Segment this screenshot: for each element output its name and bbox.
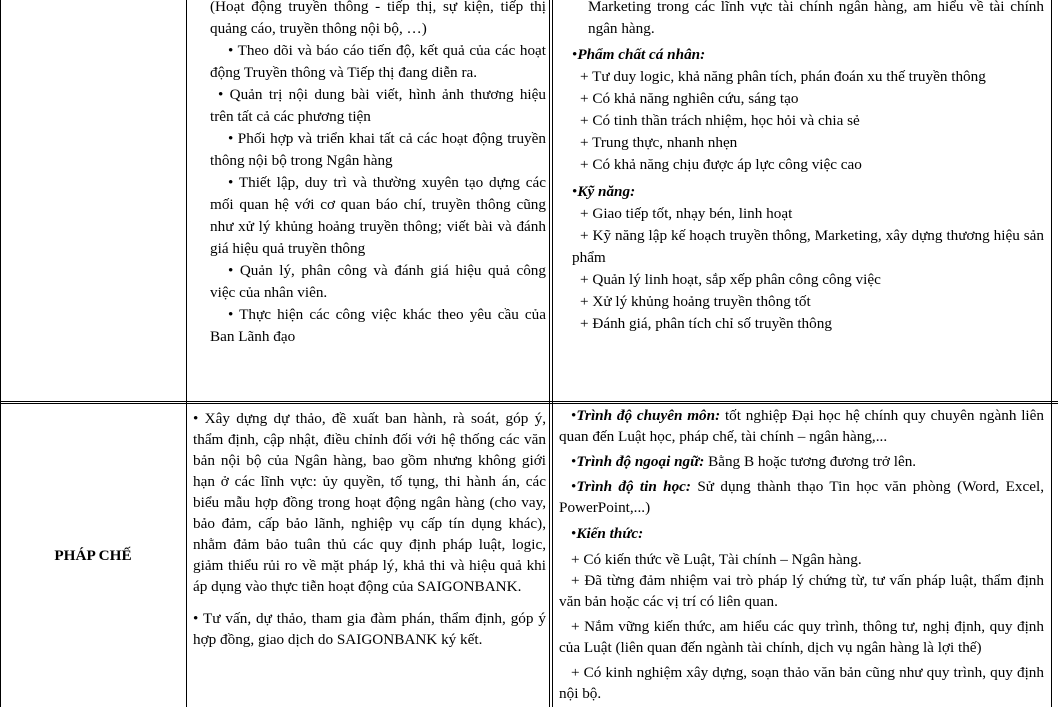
skill-item: + Xử lý khủng hoảng truyền thông tốt bbox=[580, 293, 811, 310]
legal-requirements-cell bbox=[559, 405, 1044, 704]
table-border-col2b bbox=[552, 0, 553, 707]
skills-heading: •Kỹ năng: bbox=[572, 183, 636, 200]
knowledge-heading: •Kiến thức: bbox=[571, 525, 644, 542]
personal-item: + Trung thực, nhanh nhẹn bbox=[580, 134, 738, 151]
education-label: Trình độ chuyên môn: bbox=[576, 407, 721, 424]
personal-item: + Có tinh thần trách nhiệm, học hỏi và chia sẻ bbox=[580, 112, 860, 129]
language-text: Bằng B hoặc tương đương trở lên. bbox=[704, 453, 917, 470]
table-row-divider-2 bbox=[0, 403, 1058, 404]
duty-item: • Tư vấn, dự thảo, tham gia đàm phán, thẩm định, góp ý hợp đồng, giao dịch do SAIGONBANK ký kết. bbox=[193, 610, 546, 648]
skill-item: + Kỹ năng lập kế hoạch truyền thông, Marketing, xây dựng thương hiệu sản phẩm bbox=[572, 227, 1044, 266]
department-name: PHÁP CHẾ bbox=[54, 547, 132, 564]
knowledge-item: + Có kiến thức về Luật, Tài chính – Ngân hàng. bbox=[571, 551, 862, 568]
personal-qualities-heading: •Phẩm chất cá nhân: bbox=[572, 46, 706, 63]
table-border-col2 bbox=[549, 0, 550, 707]
knowledge-item: + Có kinh nghiệm xây dựng, soạn thảo văn bản cũng như quy trình, quy định nội bộ. bbox=[559, 664, 1044, 702]
duty-item: • Quản trị nội dung bài viết, hình ảnh thương hiệu trên tất cả các phương tiện bbox=[210, 86, 546, 125]
top-requirements-cell bbox=[572, 0, 1044, 335]
personal-item: + Có khả năng chịu được áp lực công việc cao bbox=[580, 156, 862, 173]
duty-item: • Thiết lập, duy trì và thường xuyên tạo dựng các mối quan hệ với cơ quan báo chí, truyền thông cũng như xử lý khủng hoảng truyền thông; viết bài và đánh giá hiệu quả truyền thông bbox=[210, 174, 546, 257]
top-duties-cell bbox=[210, 0, 546, 348]
education-requirement: •Trình độ chuyên môn: tốt nghiệp Đại học hệ chính quy chuyên ngành liên quan đến Luật học, pháp chế, tài chính – ngân hàng,... bbox=[559, 407, 1044, 445]
duty-item: • Quản lý, phân công và đánh giá hiệu quả công việc của nhân viên. bbox=[210, 262, 546, 301]
table-border-col1 bbox=[186, 0, 187, 707]
personal-qualities-title: Phẩm chất cá nhân: bbox=[577, 46, 706, 63]
it-text: Sử dụng thành thạo Tin học văn phòng (Word, Excel, PowerPoint,...) bbox=[559, 478, 1045, 516]
language-requirement: •Trình độ ngoại ngữ: Bằng B hoặc tương đương trở lên. bbox=[571, 453, 917, 470]
it-requirement: •Trình độ tin học: Sử dụng thành thạo Tin học văn phòng (Word, Excel, PowerPoint,...) bbox=[559, 478, 1045, 516]
duty-item: (Hoạt động truyền thông - tiếp thị, sự kiện, tiếp thị quảng cáo, truyền thông nội bộ, …) bbox=[210, 0, 546, 37]
duty-item: • Xây dựng dự thảo, đề xuất ban hành, rà soát, góp ý, thẩm định, cập nhật, điều chỉnh đối với hệ thống các văn bản nội bộ của Ngân hàng, bao gồm nhưng không giới hạn ở các lĩnh vực: ủy quyền, tố tụng, thi hành án, các biểu mẫu hợp đồng trong hoạt động ngân hàng (cho vay, bảo đảm, cấp bảo lãnh, nghiệp vụ cấp tín dụng khác), nhằm đảm bảo tuân thủ các quy định pháp luật, logic, giảm thiểu rủi ro về mặt pháp lý, khả thi và hiệu quả khi áp dụng vào thực tiễn hoạt động của SAIGONBANK. bbox=[193, 410, 546, 595]
skills-title: Kỹ năng: bbox=[577, 183, 636, 200]
skill-item: + Giao tiếp tốt, nhạy bén, linh hoạt bbox=[580, 205, 793, 222]
table-border-right bbox=[1051, 0, 1052, 707]
knowledge-item: + Đã từng đảm nhiệm vai trò pháp lý chứng từ, tư vấn pháp luật, thẩm định văn bản hoặc các vị trí có liên quan. bbox=[559, 572, 1044, 610]
language-label: Trình độ ngoại ngữ: bbox=[576, 453, 705, 470]
personal-item: + Có khả năng nghiên cứu, sáng tạo bbox=[580, 90, 799, 107]
requirement-continued: Marketing trong các lĩnh vực tài chính ngân hàng, am hiểu về tài chính ngân hàng. bbox=[588, 0, 1044, 37]
duty-item: • Thực hiện các công việc khác theo yêu cầu của Ban Lãnh đạo bbox=[210, 306, 546, 345]
skill-item: + Đánh giá, phân tích chỉ số truyền thông bbox=[580, 315, 832, 332]
table-border-left bbox=[0, 0, 1, 707]
education-text: tốt nghiệp Đại học hệ chính quy chuyên ngành liên quan đến Luật học, pháp chế, tài chính – ngân hàng,... bbox=[559, 407, 1044, 445]
legal-duties-cell bbox=[193, 408, 546, 650]
knowledge-item: + Nắm vững kiến thức, am hiểu các quy trình, thông tư, nghị định, quy định của Luật (liên quan đến ngành tài chính, dịch vụ ngân hàng là lợi thế) bbox=[559, 618, 1044, 656]
it-label: Trình độ tin học: bbox=[576, 478, 691, 495]
personal-item: + Tư duy logic, khả năng phân tích, phán đoán xu thế truyền thông bbox=[580, 68, 986, 85]
duty-item: • Theo dõi và báo cáo tiến độ, kết quả của các hoạt động Truyền thông và Tiếp thị đang diễn ra. bbox=[210, 42, 546, 81]
table-row-divider bbox=[0, 401, 1058, 402]
skill-item: + Quản lý linh hoạt, sắp xếp phân công công việc bbox=[580, 271, 881, 288]
duty-item: • Phối hợp và triển khai tất cả các hoạt động truyền thông nội bộ trong Ngân hàng bbox=[210, 130, 546, 169]
knowledge-title: Kiến thức: bbox=[576, 525, 644, 542]
